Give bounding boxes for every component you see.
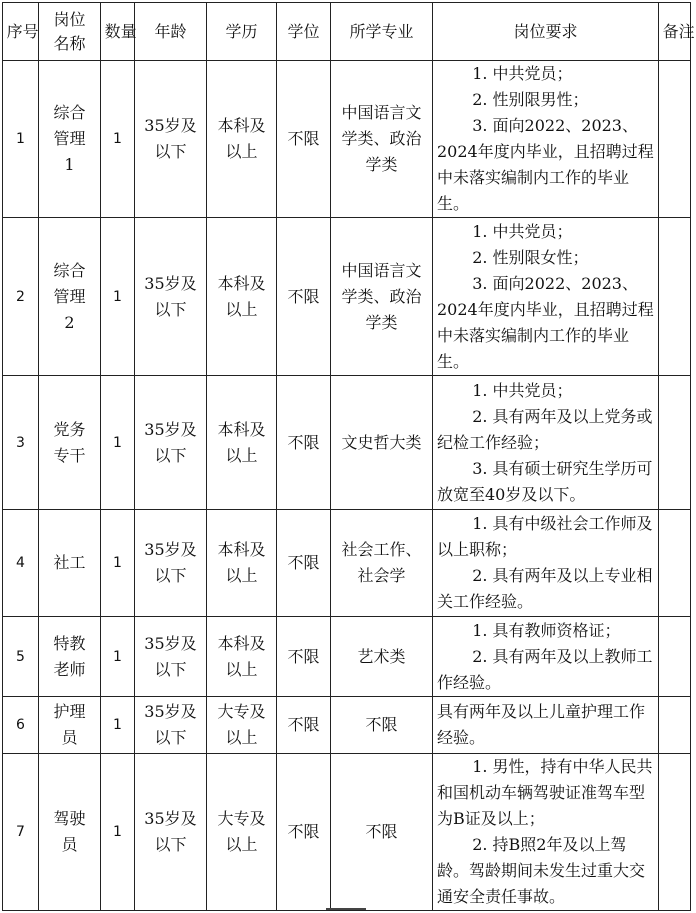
cell-remarks [659,510,691,617]
cell-index: 6 [3,697,39,754]
cell-count: 1 [101,218,135,376]
requirement-line: 1. 中共党员； [472,380,573,400]
header-remarks: 备注 [659,3,691,61]
requirement-line: 2. 性别限男性； [472,90,589,109]
cell-requirements [433,697,659,754]
page-bottom-mark [326,908,366,910]
cell-index: 5 [3,617,39,697]
header-degree: 学位 [277,3,331,61]
cell-count: 1 [101,754,135,911]
cell-degree: 不限 [277,510,331,617]
cell-requirements [433,376,659,510]
header-age: 年龄 [135,3,207,61]
cell-index: 2 [3,218,39,376]
recruitment-table [2,2,695,911]
cell-remarks [659,617,691,697]
cell-requirements [433,61,659,218]
cell-count: 1 [101,617,135,697]
cell-position: 社工 [39,510,101,617]
recruitment-table-page [2,2,695,911]
cell-count: 1 [101,510,135,617]
table-row [3,617,691,697]
header-index: 序号 [3,3,39,61]
requirement-line: 3. 面向2022、2023、2024年度内毕业，且招聘过程中未落实编制内工作的毕业生。 [437,116,654,213]
cell-education: 本科及以上 [207,218,277,376]
header-major: 所学专业 [331,3,433,61]
cell-position: 特教老师 [39,617,101,697]
requirement-line: 1. 中共党员； [472,221,573,241]
cell-education: 本科及以上 [207,510,277,617]
cell-remarks [659,697,691,754]
cell-count: 1 [101,376,135,510]
cell-age: 35岁及以下 [135,376,207,510]
cell-major: 中国语言文学类、政治学类 [331,61,433,218]
cell-degree: 不限 [277,218,331,376]
cell-position: 综合管理2 [39,218,101,376]
cell-age: 35岁及以下 [135,754,207,911]
cell-requirements [433,754,659,911]
table-row [3,510,691,617]
cell-position: 护理员 [39,697,101,754]
table-row [3,754,691,911]
cell-count: 1 [101,697,135,754]
cell-index: 1 [3,61,39,218]
cell-position: 综合管理1 [39,61,101,218]
cell-remarks [659,754,691,911]
cell-education: 本科及以上 [207,61,277,218]
cell-degree: 不限 [277,61,331,218]
cell-remarks [659,376,691,510]
table-row [3,218,691,376]
cell-major: 不限 [331,754,433,911]
requirement-line: 3. 面向2022、2023、2024年度内毕业，且招聘过程中未落实编制内工作的毕业生。 [437,273,654,371]
cell-position: 党务专干 [39,376,101,510]
cell-degree: 不限 [277,617,331,697]
cell-education: 大专及以上 [207,754,277,911]
cell-education: 本科及以上 [207,617,277,697]
cell-requirements [433,617,659,697]
requirement-line: 1. 中共党员； [472,64,573,83]
cell-requirements [433,218,659,376]
requirement-line: 3. 具有硕士研究生学历可放宽至40岁及以下。 [437,458,653,504]
cell-remarks [659,218,691,376]
header-education: 学历 [207,3,277,61]
cell-major: 社会工作、社会学 [331,510,433,617]
cell-count: 1 [101,61,135,218]
header-row [3,3,691,61]
cell-age: 35岁及以下 [135,218,207,376]
cell-degree: 不限 [277,697,331,754]
table-row [3,61,691,218]
cell-major: 中国语言文学类、政治学类 [331,218,433,376]
requirement-line: 2. 具有两年及以上党务或纪检工作经验； [437,406,653,452]
cell-age: 35岁及以下 [135,617,207,697]
cell-education: 大专及以上 [207,697,277,754]
cell-requirements [433,510,659,617]
cell-major: 文史哲大类 [331,376,433,510]
header-position: 岗位名称 [39,3,101,61]
cell-major: 不限 [331,697,433,754]
requirement-line: 2. 性别限女性； [472,247,589,267]
header-requirements: 岗位要求 [433,3,659,61]
table-row [3,376,691,510]
requirement-line: 2. 具有两年及以上教师工作经验。 [437,646,653,692]
header-count: 数量 [101,3,135,61]
cell-degree: 不限 [277,376,331,510]
cell-index: 7 [3,754,39,911]
cell-age: 35岁及以下 [135,61,207,218]
cell-education: 本科及以上 [207,376,277,510]
cell-index: 4 [3,510,39,617]
cell-major: 艺术类 [331,617,433,697]
requirement-line: 1. 具有教师资格证； [472,620,621,640]
requirement-line: 2. 具有两年及以上专业相关工作经验。 [437,566,653,611]
requirement-line: 2. 持B照2年及以上驾龄。驾龄期间未发生过重大交通安全责任事故。 [437,835,646,906]
requirement-line: 1. 男性，持有中华人民共和国机动车辆驾驶证准驾车型为B证及以上； [437,757,653,828]
cell-remarks [659,61,691,218]
requirement-line: 具有两年及以上儿童护理工作经验。 [437,702,646,747]
requirement-line: 1. 具有中级社会工作师及以上职称； [437,514,653,559]
cell-age: 35岁及以下 [135,697,207,754]
table-row [3,697,691,754]
cell-age: 35岁及以下 [135,510,207,617]
cell-index: 3 [3,376,39,510]
cell-degree: 不限 [277,754,331,911]
cell-position: 驾驶员 [39,754,101,911]
